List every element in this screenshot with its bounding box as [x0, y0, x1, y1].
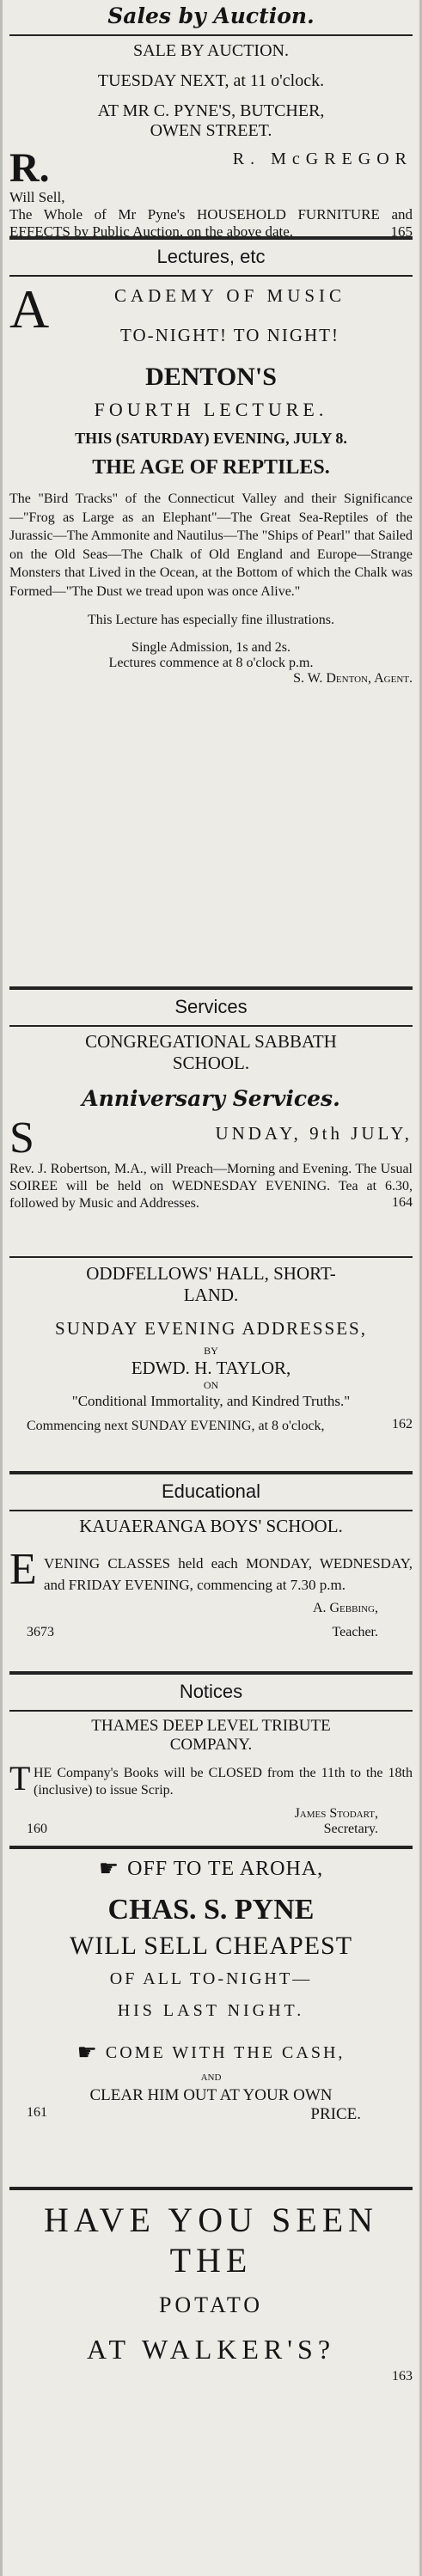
notices-ad — [9, 1717, 413, 1837]
section-heading-services: Services — [174, 996, 248, 1017]
divider — [9, 1846, 413, 1849]
last-night: HIS LAST NIGHT. — [117, 2001, 305, 2020]
pointing-hand-icon: ☛ — [98, 1856, 119, 1881]
anniversary-heading: Anniversary Services. — [82, 1086, 340, 1111]
chas-pyne: CHAS. S. PYNE — [107, 1894, 315, 1926]
cong-title: CONGREGATIONAL SABBATH — [85, 1031, 337, 1052]
divider — [9, 1671, 413, 1675]
section-heading-notices: Notices — [179, 1681, 243, 1702]
company-title-2: COMPANY. — [169, 1736, 253, 1754]
lecture-admission: Single Admission, 1s and 2s. — [131, 640, 291, 655]
lecture-tonight: TO-NIGHT! TO NIGHT! — [120, 325, 339, 345]
sale-place2: OWEN STREET. — [150, 121, 272, 140]
drop-cap: A — [9, 278, 50, 339]
speaker-name: EDWD. H. TAYLOR, — [131, 1358, 291, 1378]
ad-number: 3673 — [27, 1625, 54, 1639]
sale-when: TUESDAY NEXT, at 11 o'clock. — [97, 71, 325, 90]
clear-him-out: CLEAR HIM OUT AT YOUR OWN — [89, 2086, 333, 2104]
section-heading-educational: Educational — [162, 1480, 260, 1502]
ad-number: 164 — [392, 1195, 413, 1210]
pyne-ad — [9, 1856, 413, 2124]
divider — [9, 1710, 413, 1712]
educational-ad — [9, 1516, 413, 1640]
school-body: VENING CLASSES held each MONDAY, WEDNESDAY, and FRIDAY EVENING, commencing at 7.30 p.m. — [44, 1555, 413, 1593]
sale-body: The Whole of Mr Pyne's HOUSEHOLD FURNITURE and EFFECTS by Public Auction, on the above date. — [9, 206, 413, 240]
drop-cap: E — [9, 1545, 37, 1594]
of-all-tonight: OF ALL TO-NIGHT— — [109, 1969, 313, 1988]
company-title: THAMES DEEP LEVEL TRIBUTE — [91, 1717, 331, 1735]
divider — [9, 1025, 413, 1027]
divider — [9, 34, 413, 36]
service-date: UNDAY, 9th JULY, — [215, 1123, 413, 1144]
by-label: BY — [204, 1345, 218, 1357]
will-sell: WILL SELL CHEAPEST — [69, 1932, 353, 1960]
lecture-topic: THE AGE OF REPTILES. — [92, 456, 330, 479]
divider — [9, 986, 413, 990]
lecture-agent: S. W. Denton, Agent. — [293, 671, 413, 686]
ad-number: 165 — [390, 223, 413, 240]
ad-number: 161 — [27, 2105, 47, 2120]
sale-title: SALE BY AUCTION. — [133, 41, 289, 60]
potato-label: POTATO — [158, 2292, 264, 2317]
at-walkers: AT WALKER'S? — [86, 2334, 336, 2365]
auctioneer-name: R. McGREGOR — [232, 150, 413, 168]
ad-number: 163 — [392, 2369, 413, 2384]
section-heading-lectures: Lectures, etc — [156, 246, 266, 267]
drop-cap: R. — [9, 145, 50, 191]
oddfellows-ad — [9, 1263, 413, 1432]
ad-number: 162 — [392, 1417, 413, 1431]
services-ad — [9, 1031, 413, 1211]
have-you-seen: HAVE YOU SEEN THE — [43, 2201, 379, 2280]
secretary-role: Secretary. — [323, 1822, 378, 1836]
lecture-subject: "Conditional Immortality, and Kindred Truths." — [71, 1393, 351, 1409]
divider — [9, 1256, 413, 1258]
on-label: ON — [203, 1379, 219, 1391]
section-title-auction: Sales by Auction. — [107, 3, 315, 28]
lecture-body: The "Bird Tracks" of the Connecticut Valley and their Significance—"Frog as Large as an Elephant"—The Great Sea-Reptiles of the Jurassic—The Ammonite and Nautilus—The "Ships of Pearl" that Sailed on the Old Seas—The Chalk of Old England and Europe—Strange Monsters that Lived in the Ocean, at the Bottom of which the Chalk was Formed—"The Dust we tread upon was once Alive." — [9, 491, 413, 599]
evening-addresses: SUNDAY EVENING ADDRESSES, — [55, 1318, 367, 1339]
off-to-te-aroha: OFF TO TE AROHA, — [127, 1857, 324, 1880]
pointing-hand-icon: ☛ — [76, 2040, 97, 2065]
odd-title-2: LAND. — [183, 1285, 239, 1305]
divider — [9, 236, 413, 240]
lecture-ad — [9, 278, 413, 687]
odd-title: ODDFELLOWS' HALL, SHORT- — [86, 1263, 336, 1284]
lecture-dentons: DENTON'S — [145, 363, 277, 391]
teacher-role: Teacher. — [332, 1625, 378, 1639]
divider — [9, 2187, 413, 2190]
teacher-name: A. Gebbing, — [312, 1601, 378, 1615]
commencing-text: Commencing next SUNDAY EVENING, at 8 o'clock, — [27, 1419, 325, 1433]
ad-number: 160 — [27, 1822, 47, 1836]
come-with-cash: COME WITH THE CASH, — [105, 2042, 346, 2062]
service-body: Rev. J. Robertson, M.A., will Preach—Morning and Evening. The Usual SOIREE will be held on WEDNESDAY EVENING. Tea at 6.30, followed by Music and Addresses. — [9, 1162, 413, 1211]
sale-will-sell: Will Sell, — [9, 189, 65, 205]
lecture-commence: Lectures commence at 8 o'clock p.m. — [108, 656, 314, 670]
divider — [9, 1471, 413, 1474]
and-label: AND — [200, 2072, 222, 2083]
lecture-venue: CADEMY OF MUSIC — [113, 285, 346, 306]
lecture-date: THIS (SATURDAY) EVENING, JULY 8. — [75, 430, 347, 447]
price-label: PRICE. — [310, 2105, 361, 2123]
cong-title-2: SCHOOL. — [172, 1053, 250, 1073]
secretary-name: James Stodart, — [294, 1806, 378, 1821]
lecture-illustrations: This Lecture has especially fine illustrations. — [87, 613, 335, 627]
drop-cap: T — [9, 1759, 31, 1798]
lecture-fourth: FOURTH LECTURE. — [94, 399, 328, 420]
sale-place1: AT MR C. PYNE'S, BUTCHER, — [97, 101, 325, 120]
sale-ad — [9, 41, 413, 241]
divider — [9, 275, 413, 277]
drop-cap: S — [9, 1114, 34, 1163]
potato-ad — [9, 2200, 413, 2384]
divider — [9, 1510, 413, 1511]
school-title: KAUAERANGA BOYS' SCHOOL. — [79, 1516, 343, 1536]
notice-body: HE Company's Books will be CLOSED from the 11th to the 18th (inclusive) to issue Scrip. — [34, 1766, 413, 1798]
